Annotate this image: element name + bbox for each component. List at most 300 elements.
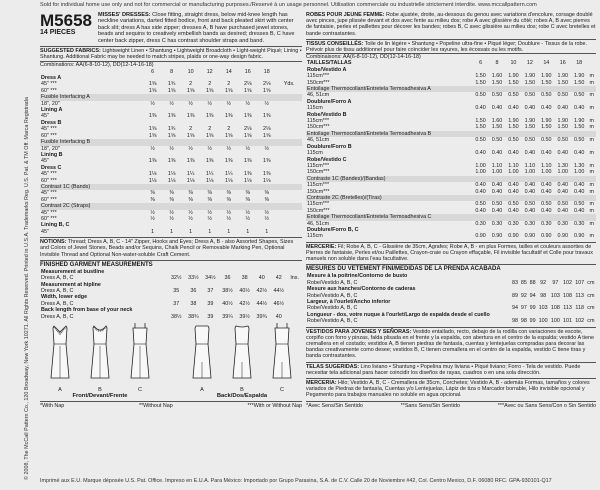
combinaisons: Combinaisons: AA(6-8-10-12), DD(12-14-16-18) [306, 53, 596, 60]
row-label: 60" *** [41, 132, 57, 139]
row-label: Fusible Interfacing A [40, 94, 143, 100]
row-value: 2 [227, 81, 231, 88]
row-label: Lining A [41, 107, 63, 114]
row-value: 98 [540, 292, 547, 299]
row-value: 0.50 [524, 201, 536, 208]
mesures-title: MESURES DU VETEMENT FINI/MEDIDAS DE LA PRENDA ACABADA [306, 266, 501, 273]
yardage-table [40, 69, 302, 236]
row-value: 0.50 [475, 201, 486, 208]
row-value: 1⅜ [244, 171, 252, 178]
row-value: 1.50 [508, 124, 519, 131]
row-value: 0.50 [508, 92, 519, 99]
row-value: 1⅛ [244, 177, 252, 184]
view-letter: A [58, 387, 62, 394]
mercerie-title: MERCERIE: [306, 243, 337, 250]
row-label: 60" *** [41, 87, 57, 94]
row-label: Contrast 1C (Bands) [40, 184, 143, 190]
row-unit: m [589, 137, 594, 144]
row-label: Dress A, B, C [41, 288, 74, 295]
row-value: 83 [511, 279, 518, 286]
row-value: 0.90 [491, 233, 503, 240]
table-row [306, 318, 596, 324]
row-value: 0.40 [491, 105, 503, 112]
row-unit: cm [587, 305, 595, 312]
row-label: 45" [41, 113, 49, 120]
row-value: 1¾ [167, 126, 176, 133]
row-value: 0.30 [508, 220, 519, 227]
row-label: Doublure/Forro B, C [307, 226, 359, 233]
row-unit: m [589, 220, 594, 227]
front-label: Front/Devant/Frente [72, 393, 128, 400]
row-value: 1⅜ [186, 113, 195, 120]
front-view-b [80, 322, 120, 393]
row-label: Robe/Vestido A, B, C [307, 292, 358, 299]
row-value: ½ [264, 145, 270, 152]
back-views [182, 322, 302, 399]
taille-8: 8 [495, 60, 499, 67]
row-value: 0.40 [557, 188, 568, 195]
row-value: 103 [538, 305, 548, 312]
row-value: 0.30 [573, 220, 585, 227]
row-value: 107 [575, 279, 585, 286]
sens-legend [306, 401, 596, 409]
row-value: 0.40 [475, 188, 486, 195]
row-label: 45" *** [41, 126, 57, 133]
dress-illustration [264, 322, 300, 382]
row-value: 0.40 [541, 182, 552, 189]
row-value: 40½ [222, 300, 233, 307]
row-value: ½ [188, 209, 193, 216]
back-view-a [182, 322, 222, 393]
taille-6: 6 [479, 60, 483, 67]
row-label: 115cm [307, 150, 323, 157]
row-value: 1⅝ [205, 87, 214, 94]
row-value: 36 [190, 288, 197, 295]
row-value: 0.40 [491, 182, 503, 189]
row-label: Contraste 2C (Bretelles)/(Tiras) [306, 195, 472, 201]
table-row [40, 314, 302, 320]
row-value: 0.30 [491, 220, 503, 227]
english-column [40, 12, 302, 470]
row-value: 0.40 [557, 105, 568, 112]
row-label: 46, 51cm [307, 220, 330, 227]
row-value: 1⅜ [263, 171, 271, 178]
row-value: 2⅛ [244, 81, 252, 88]
row-value: 0.40 [524, 182, 536, 189]
row-value: ½ [169, 215, 174, 222]
row-value: 0.50 [491, 92, 503, 99]
legend-with-or-without-nap: ***With or Without Nap [247, 403, 302, 410]
row-unit: m [589, 105, 594, 112]
description [98, 12, 302, 44]
suggested-fabrics [40, 48, 302, 60]
row-value: ½ [188, 100, 193, 107]
dress-illustration [224, 322, 260, 382]
row-value: 1⅝ [224, 87, 233, 94]
row-value: 34½ [205, 275, 216, 282]
notions-title: NOTIONS: [40, 239, 67, 246]
row-unit: m [589, 169, 594, 176]
row-value: 0.50 [573, 92, 585, 99]
vestidos-text: Vestido entallado, recto, debajo de la rodilla con variaciones de escote, corpiño con forro y pinzas, falda plisada en el frente y la espalda, con abertura en el centro de la espalda; vestido A tiene cremallera en el costado; vestidos A, B tienen piedras de fantasía, cuentas y lentejuelas compradas para decorar las bandas creativamente como desee; vestidos B, C tienen cremallera en el centro de la espalda, vestido C tiene tiras y banda contrastantes. [306, 328, 594, 360]
row-value: 37 [207, 288, 214, 295]
copyright-sidebar [2, 20, 36, 482]
row-label: Entoilage Thermocollant/Entretela Termoadhesiva A [306, 86, 472, 92]
nap-legend [40, 401, 302, 409]
row-value: ½ [245, 215, 250, 222]
row-value: 0.50 [573, 137, 585, 144]
row-label: 115cm*** [307, 118, 330, 125]
row-value: ⅜ [245, 190, 250, 197]
row-value: 2 [208, 126, 212, 133]
row-value: 118 [575, 305, 584, 312]
row-value: ⅜ [169, 190, 174, 197]
row-value: 0.40 [524, 150, 536, 157]
row-value: 1.90 [573, 118, 585, 125]
metric-yardage-table [306, 60, 596, 239]
row-label: Dress A, B, C [41, 313, 74, 320]
row-value: ½ [169, 145, 174, 152]
row-value: 1⅝ [205, 132, 214, 139]
row-value: ½ [245, 145, 250, 152]
row-value: 0.50 [573, 201, 585, 208]
row-label: Robe/Vestido A, B, C [307, 279, 358, 286]
row-value: 1¼ [224, 171, 233, 178]
row-value: 44½ [273, 288, 285, 295]
table-row [306, 233, 596, 239]
row-value: 39 [207, 300, 214, 307]
row-value: 0.40 [508, 105, 519, 112]
row-value: 42½ [239, 300, 250, 307]
view-letter: B [240, 387, 244, 394]
row-label: 115cm*** [307, 201, 330, 208]
size-16: 16 [244, 68, 251, 75]
row-value: 1⅛ [148, 177, 157, 184]
row-value: 1.10 [491, 162, 503, 169]
row-value: 1 [189, 228, 193, 235]
row-value: 0.40 [508, 182, 519, 189]
row-value: 88 [529, 279, 536, 286]
row-value: 1.50 [557, 124, 568, 131]
row-unit: cm [587, 292, 595, 299]
row-value: 1.50 [557, 79, 568, 86]
row-value: ⅜ [207, 196, 212, 203]
row-value: ⅜ [226, 190, 231, 197]
taille-14: 14 [543, 60, 550, 67]
row-value: ½ [226, 215, 231, 222]
row-label: Width, lower edge [41, 294, 88, 301]
row-value: 1⅜ [224, 113, 233, 120]
row-value: 32½ [170, 275, 182, 282]
row-value: 1.90 [541, 73, 552, 80]
row-label: Measurement at hipline [41, 281, 101, 288]
row-label: Largeur, à l'ourlet/Ancho inferior [307, 299, 391, 306]
notions-text: Thread; Dress A, B, C - 14" Zipper, Hooks and Eyes; Dress A, B - also Assorted Shapes, Sizes and Colors of Jewel Stones, Beads and/or Sequins, Chalk Pencil or Removable Marking Pen, Optional Invisible Thread and Optional Non-water-soluble Craft Cement. [40, 239, 294, 258]
garment-illustrations [40, 322, 302, 399]
merceria-text: Hilo; Vestido A, B, C - Cremallera de 35cm, Corchetes; Vestido A, B - además Formas, tamaños y colores variados de Piedras de fantasía, Cuentas y/o Lentejuelas, Lápiz de tiza o Marcador borrable, Hilo invisible opcional y Pegamento para trabajos manuales no soluble en agua opcional. [306, 380, 590, 399]
size-18: 18 [263, 68, 270, 75]
row-unit: m [589, 207, 594, 214]
view-letter: A [200, 387, 204, 394]
row-value: ⅜ [150, 196, 155, 203]
row-value: 1⅝ [263, 87, 271, 94]
row-label: Contrast 2C (Straps) [40, 203, 143, 209]
legend-without-nap: **Without Nap [138, 403, 173, 410]
row-value: 0.40 [524, 105, 536, 112]
tissus-text: Toile de lin légère • Shantung • Popeline ultra-fine • Piqué léger; Doublure - Tissus de la robe. Prévoir plus de tissu additionnel pour faire coïncider les rayures, les écossais ou les motifs. [306, 40, 587, 54]
row-value: 0.40 [541, 188, 552, 195]
row-label: Back length from base of your neck [41, 307, 133, 314]
row-value: 97 [520, 305, 527, 312]
row-value: 38 [241, 275, 248, 282]
row-value: 1⅝ [148, 126, 157, 133]
row-value: 2⅛ [263, 81, 271, 88]
row-label: Measurement at bustline [41, 268, 105, 275]
row-value: 35 [173, 288, 180, 295]
row-value: 40 [258, 275, 265, 282]
row-value: 0.50 [541, 137, 552, 144]
row-value: 1⅛ [167, 171, 176, 178]
row-value: 1 [208, 228, 212, 235]
row-value: 1.60 [491, 73, 503, 80]
row-value: 1.50 [524, 79, 536, 86]
row-value: 1⅝ [186, 87, 195, 94]
row-value: 102 [563, 279, 573, 286]
row-value: ⅜ [188, 190, 193, 197]
row-label: Fusible Interfacing B [40, 139, 143, 145]
row-value: 2 [189, 81, 193, 88]
row-value: 0.50 [524, 137, 536, 144]
row-value: 1.50 [573, 124, 585, 131]
row-value: 0.50 [475, 92, 486, 99]
front-view-a [40, 322, 80, 393]
row-value: 1.00 [508, 169, 519, 176]
row-value: 0.50 [524, 92, 536, 99]
row-value: 37 [173, 300, 180, 307]
row-value: 0.40 [557, 182, 568, 189]
row-unit: m [589, 233, 594, 240]
row-value: 1⅜ [263, 113, 271, 120]
row-unit: Yds. [283, 81, 295, 88]
row-label: Robe/Vestido A [307, 66, 347, 73]
row-value: ½ [207, 145, 212, 152]
row-value: 1⅝ [148, 87, 157, 94]
row-value: 0.40 [573, 182, 585, 189]
row-value: ½ [226, 145, 231, 152]
row-value: ⅜ [150, 190, 155, 197]
row-label: Robe/Vestido A, B, C [307, 318, 358, 325]
row-value: 39 [207, 313, 214, 320]
row-value: 39¼ [222, 313, 233, 320]
row-label: Mesure à la poitrine/Contorno de busto [307, 273, 408, 280]
row-value: 1⅜ [224, 158, 233, 165]
pattern-header [40, 12, 302, 47]
row-value: 0.30 [475, 220, 486, 227]
row-value: 1⅛ [263, 177, 271, 184]
row-unit [276, 229, 302, 235]
row-value: 113 [563, 305, 572, 312]
row-value: 1.50 [475, 73, 486, 80]
legend-sans-sens: **Sans Sens/Sin Sentido [400, 402, 460, 409]
row-unit: m [589, 118, 594, 125]
row-value: ½ [226, 209, 231, 216]
usage-notice: Sold for individual home use only and not for commercial or manufacturing purposes./Reservé à un usage personnel. Utilisation commerciale ou industrielle strictement interdite. www.mccallpattern.com [40, 2, 537, 8]
row-value: 0.40 [508, 188, 519, 195]
row-value: ½ [226, 100, 231, 107]
row-value: 1⅛ [167, 177, 176, 184]
row-value: 92 [540, 279, 547, 286]
mercerie [306, 242, 596, 263]
row-label: 45" *** [41, 190, 57, 197]
row-value: 2⅛ [263, 126, 271, 133]
row-value: 0.40 [541, 207, 552, 214]
row-value: 1.10 [541, 162, 552, 169]
view-letter: C [280, 387, 284, 394]
row-value: 0.40 [491, 207, 503, 214]
row-value: 98 [511, 318, 518, 325]
row-label: 46, 51cm [307, 92, 330, 99]
row-value: 97 [552, 279, 559, 286]
row-value: 101 [563, 318, 573, 325]
row-value: 1.90 [508, 73, 519, 80]
row-value: 1⅜ [244, 158, 252, 165]
merceria-title: MERCERIA: [306, 380, 337, 387]
row-value: ½ [188, 215, 193, 222]
row-value: 100 [550, 318, 560, 325]
row-value: 0.40 [475, 105, 486, 112]
row-label: Lining B [41, 151, 63, 158]
row-value: 33½ [188, 275, 199, 282]
row-value: ½ [264, 215, 270, 222]
row-label: 60" *** [41, 196, 57, 203]
row-value: 0.40 [557, 207, 568, 214]
row-value: ⅜ [207, 190, 212, 197]
row-value: 0.50 [508, 201, 519, 208]
row-value: 1.60 [491, 118, 503, 125]
row-label: 60" *** [41, 177, 57, 184]
row-value: 0.30 [557, 220, 568, 227]
robe-title: ROBES POUR JEUNE FEMME: [306, 12, 385, 18]
row-value: ⅜ [245, 196, 250, 203]
row-value: ½ [264, 209, 270, 216]
row-value: 1⅝ [167, 87, 176, 94]
row-value: ⅜ [226, 196, 231, 203]
size-14: 14 [225, 68, 232, 75]
row-value: 1¼ [205, 171, 214, 178]
row-value: 0.40 [508, 207, 519, 214]
merceria [306, 378, 596, 399]
row-value: 1.90 [573, 73, 585, 80]
row-value: 40½ [239, 288, 250, 295]
row-value: 99 [529, 318, 536, 325]
row-unit [287, 314, 302, 320]
row-value: 0.50 [475, 137, 486, 144]
row-value: 108 [550, 305, 560, 312]
front-views [40, 322, 160, 399]
back-view-b [222, 322, 262, 393]
row-value: 1.10 [508, 162, 519, 169]
row-label: Entoilage Thermocollant/Entretela Termoadhesiva B [306, 131, 472, 137]
row-value: ½ [207, 215, 212, 222]
row-label: Robe/Vestido C [307, 156, 347, 163]
row-label: Mesure aux hanches/Contorno de caderas [307, 286, 416, 293]
copyright-text: © 2008, The McCall Pattern Co., 120 Broadway, New York 10271. All Rights Reserved. Printed in U.S.A. Trademarks Reg. U.S. Pat. & TM Off. Marca Registrada [24, 97, 30, 480]
row-label: Longueur - dos, votre nuque à l'ourlet/Largo de espalda desde el cuello [307, 311, 490, 318]
row-value: 1.90 [508, 118, 519, 125]
row-label: Robe/Vestido B [307, 111, 347, 118]
row-value: 0.40 [573, 105, 585, 112]
row-value: 1⅜ [148, 158, 157, 165]
row-value: ½ [169, 209, 174, 216]
table-row [40, 229, 302, 235]
row-value: 0.30 [524, 220, 536, 227]
row-value: 1.10 [524, 162, 536, 169]
fabrics-text: Lightweight Linen • Shantung • Lightweight Broadcloth • Light-weight Piqué; Lining • Shantung. Additional Fabric may be needed to match stripes, plaids or one-way design fabric. [40, 48, 302, 61]
row-value: 0.40 [573, 150, 585, 157]
row-label: 150cm*** [307, 124, 330, 131]
size-8: 8 [170, 68, 174, 75]
row-value: 94 [529, 292, 536, 299]
row-value: 0.50 [508, 137, 519, 144]
row-value: 1.50 [475, 118, 486, 125]
row-value: 1⅜ [205, 158, 214, 165]
dress-illustration [184, 322, 220, 382]
row-value: 1.30 [557, 162, 568, 169]
mesures-table [306, 273, 596, 324]
row-value: 1.00 [573, 169, 585, 176]
piece-count: 14 PIECES [40, 29, 76, 36]
row-value: 0.40 [491, 150, 503, 157]
taille-18: 18 [576, 60, 583, 67]
row-value: 1⅝ [167, 132, 176, 139]
row-label: 115cm [307, 233, 323, 240]
row-label: 18", 20" [41, 145, 60, 152]
row-value: 1⅝ [186, 132, 195, 139]
taille-16: 16 [559, 60, 566, 67]
back-label: Back/Dos/Espalda [216, 393, 268, 400]
row-unit: cm [587, 318, 595, 325]
row-label: 45" *** [41, 81, 57, 88]
notions [40, 237, 302, 258]
row-value: 1 [151, 228, 155, 235]
row-label: Robe/Vestido A, B, C [307, 305, 358, 312]
row-label: 115cm*** [307, 182, 330, 189]
row-label: Contraste 1C (Bandes)/(Bandas) [306, 176, 472, 182]
row-value: 0.50 [491, 201, 503, 208]
row-unit: m [589, 162, 594, 169]
row-value: 0.30 [541, 220, 552, 227]
row-label: Dress B [41, 119, 62, 126]
row-value: 0.90 [557, 233, 568, 240]
row-value: 1.90 [557, 118, 568, 125]
row-value: 1.50 [491, 79, 503, 86]
row-value: 1.50 [475, 124, 486, 131]
row-value: ⅜ [264, 190, 270, 197]
dress-illustration [122, 322, 158, 382]
measurements-table [40, 269, 302, 320]
row-value: 1.00 [475, 162, 486, 169]
row-value: ½ [207, 100, 212, 107]
row-value: 1⅛ [224, 177, 233, 184]
row-value: 1.90 [524, 73, 536, 80]
row-value: 0.90 [541, 233, 552, 240]
tissus-title: TISSUS CONSEILLÉS: [306, 40, 364, 47]
row-value: 44½ [256, 300, 267, 307]
row-value: 42 [275, 275, 282, 282]
description-text: Close fitting, straight dress, below mid-knee length has neckline variations, darted fitted bodice, front and back pleated skirt with center back slit; dress A has side zipper; dresses A, B have purchased jewel stones, beads and sequins to creatively embellish bands as desired; dresses B, C have center back zipper, dress C has contrast shoulder straps and band. [97, 12, 295, 44]
row-value: ⅜ [264, 196, 270, 203]
row-value: 36 [224, 275, 231, 282]
